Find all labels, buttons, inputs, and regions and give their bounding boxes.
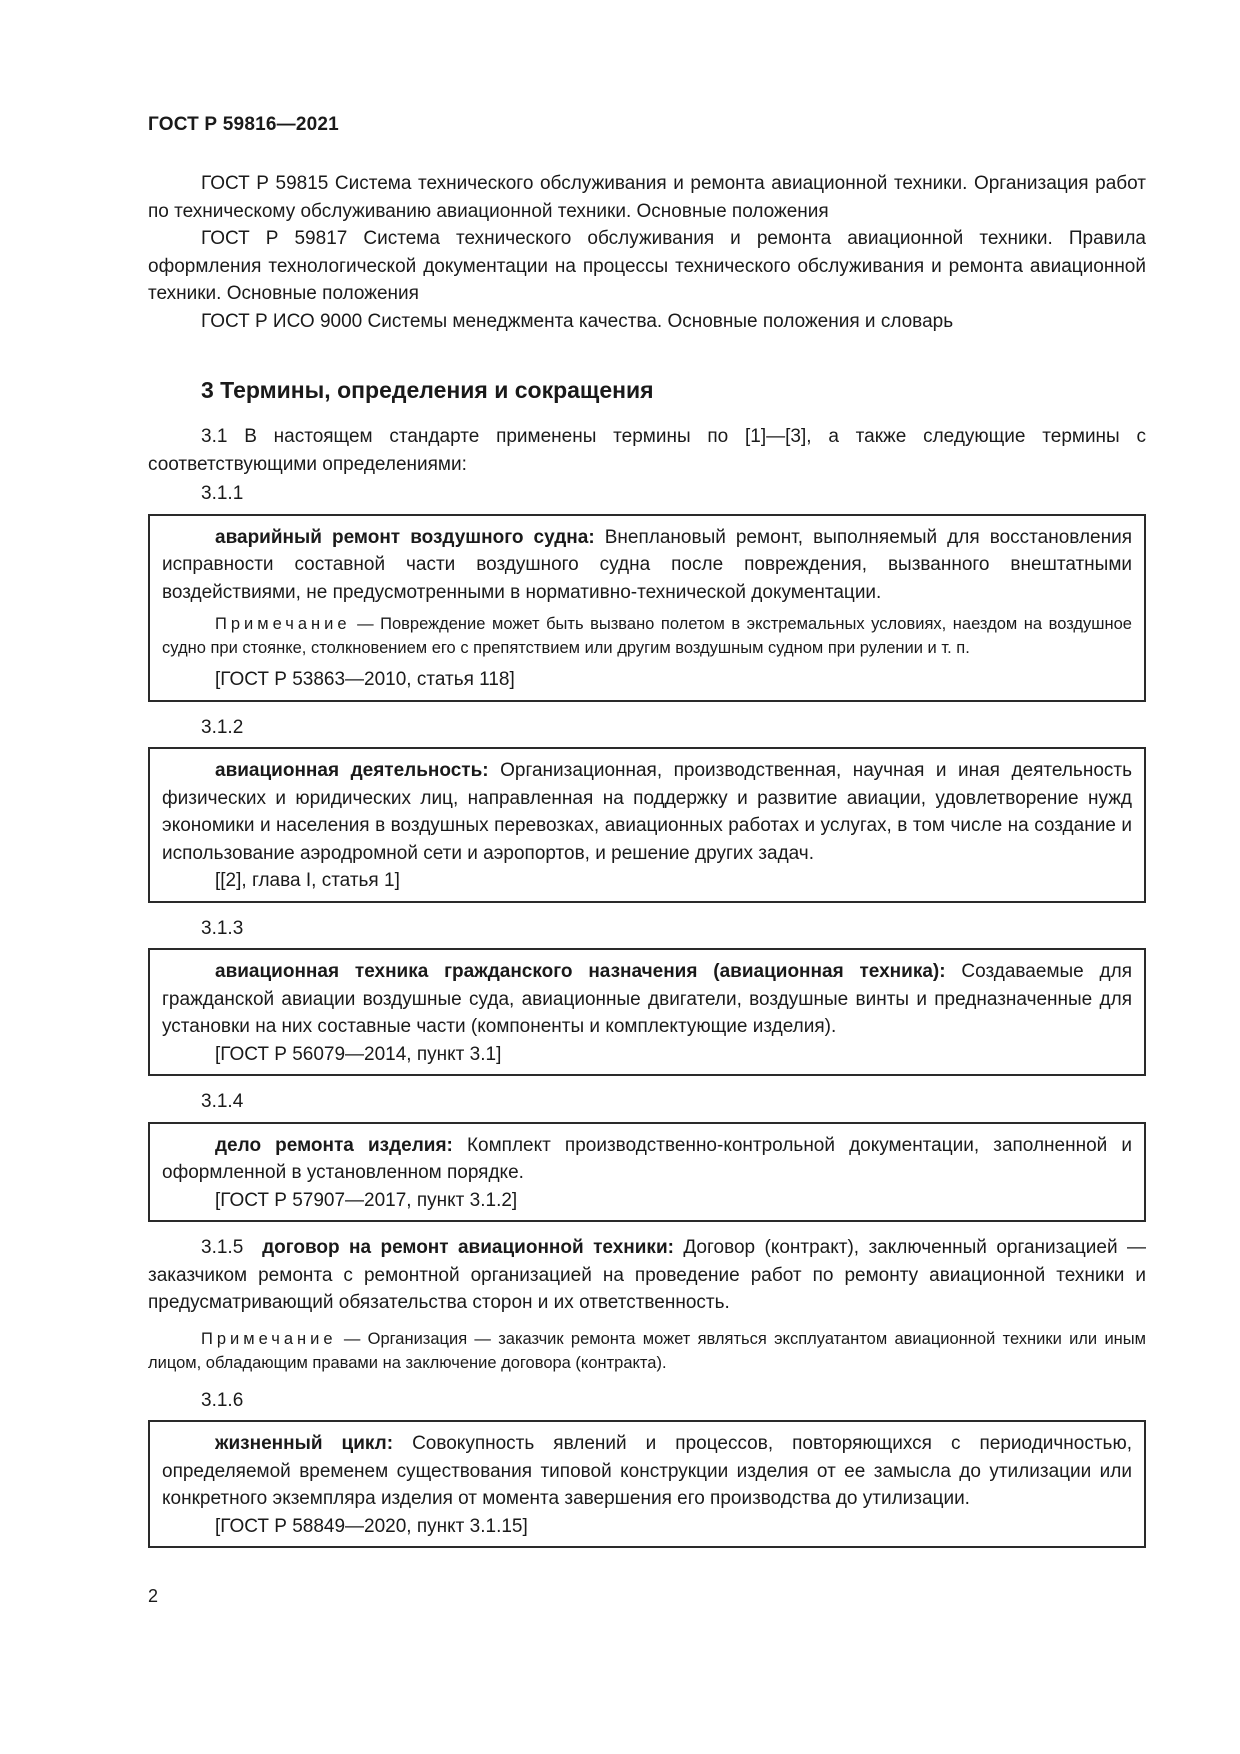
section-intro: 3.1 В настоящем стандарте применены термины по [1]—[3], а также следующие термины с соответствующими определениями:: [148, 426, 1146, 475]
note-label: Примечание: [201, 1329, 337, 1348]
term-box: [148, 747, 1146, 903]
reference-item: ГОСТ Р 59817 Система технического обслуживания и ремонта авиационной техники. Правила оформления технологической документации на процессы технического обслуживания и ремонта авиационной техники. Основные положения: [148, 228, 1146, 304]
term-box: [148, 948, 1146, 1076]
term-definition-text: Комплект производственно-контрольной документации, заполненной и оформленной в установленном порядке.: [162, 1134, 1132, 1183]
term-number: 3.1.5: [201, 1237, 244, 1258]
term-source: [[2], глава I, статья 1]: [215, 870, 400, 891]
term-definition: [162, 1430, 1132, 1513]
term-definition: [162, 958, 1132, 1041]
reference-item: ГОСТ Р ИСО 9000 Системы менеджмента качества. Основные положения и словарь: [201, 310, 954, 332]
term-name: договор на ремонт авиационной техники:: [262, 1237, 674, 1258]
term-definition-text: Совокупность явлений и процессов, повторяющихся с периодичностью, определяемой временем существования типовой конструкции изделия от ее замысла до утилизации или конкретного экземпляра изделия от момента завершения его производства до утилизации.: [162, 1433, 1132, 1509]
term-note: [148, 1327, 1146, 1375]
term-definition: [162, 757, 1132, 867]
term-note: [162, 612, 1132, 660]
term-name: аварийный ремонт воздушного судна:: [215, 526, 595, 548]
term-number: 3.1.3: [201, 917, 244, 939]
page-content: [148, 170, 1146, 1560]
term-definition-text: Внеплановый ремонт, выполняемый для восстановления исправности составной части воздушного судна после повреждения, вызванного внештатными воздействиями, не предусмотренными в нормативно-технической документации.: [162, 526, 1132, 603]
term-box: [148, 1122, 1146, 1223]
term-name: дело ремонта изделия:: [215, 1134, 453, 1156]
term-name: жизненный цикл:: [215, 1433, 394, 1454]
term-box: [148, 514, 1146, 702]
term-box: [148, 1420, 1146, 1548]
term-number: 3.1.4: [201, 1091, 244, 1112]
note-text: — Повреждение может быть вызвано полетом в экстремальных условиях, наездом на воздушное судно при стоянке, столкновением его с препятствием или другим воздушным судном при рулении и т. п.: [162, 615, 1132, 657]
term-name: авиационная деятельность:: [215, 760, 489, 781]
reference-item: ГОСТ Р 59815 Система технического обслуживания и ремонта авиационной техники. Организация работ по техническому обслуживанию авиационной техники. Основные положения: [148, 173, 1146, 222]
term-definition-text: Договор (контракт), заключенный организацией — заказчиком ремонта с ремонтной организацией на проведение работ по ремонту авиационной техники и предусматривающий обязательства сторон и их ответственность.: [148, 1237, 1146, 1313]
term-number: 3.1.2: [201, 716, 244, 738]
document-header: ГОСТ Р 59816—2021: [148, 114, 339, 135]
term-definition-text: Организационная, производственная, научная и иная деятельность физических и юридических лиц, направленная на поддержку и развитие авиации, удовлетворение нужд экономики и населения в воздушных перевозках, авиационных работах и услугах, в том числе на создание и использование аэродромной сети и аэропортов, и решение других задач.: [162, 760, 1132, 864]
note-label: Примечание: [215, 615, 351, 633]
section-title: 3 Термины, определения и сокращения: [201, 377, 654, 403]
term-source: [ГОСТ Р 53863—2010, статья 118]: [215, 669, 515, 690]
term-source: [ГОСТ Р 58849—2020, пункт 3.1.15]: [215, 1515, 528, 1537]
term-definition: [148, 1234, 1146, 1317]
note-text: — Организация — заказчик ремонта может являться эксплуатантом авиационной техники или иным лицом, обладающим правами на заключение договора (контракта).: [148, 1329, 1146, 1372]
term-number: 3.1.6: [201, 1389, 244, 1411]
page-number: 2: [148, 1586, 159, 1606]
term-name: авиационная техника гражданского назначения (авиационная техника):: [215, 961, 946, 982]
term-number: 3.1.1: [201, 483, 244, 504]
term-source: [ГОСТ Р 56079—2014, пункт 3.1]: [215, 1043, 502, 1065]
term-definition: [162, 1132, 1132, 1187]
term-source: [ГОСТ Р 57907—2017, пункт 3.1.2]: [215, 1189, 518, 1211]
term-definition-text: Создаваемые для гражданской авиации воздушные суда, авиационные двигатели, воздушные винты и предназначенные для установки на них составные части (компоненты и комплектующие изделия).: [162, 961, 1133, 1037]
term-definition: [162, 524, 1132, 607]
